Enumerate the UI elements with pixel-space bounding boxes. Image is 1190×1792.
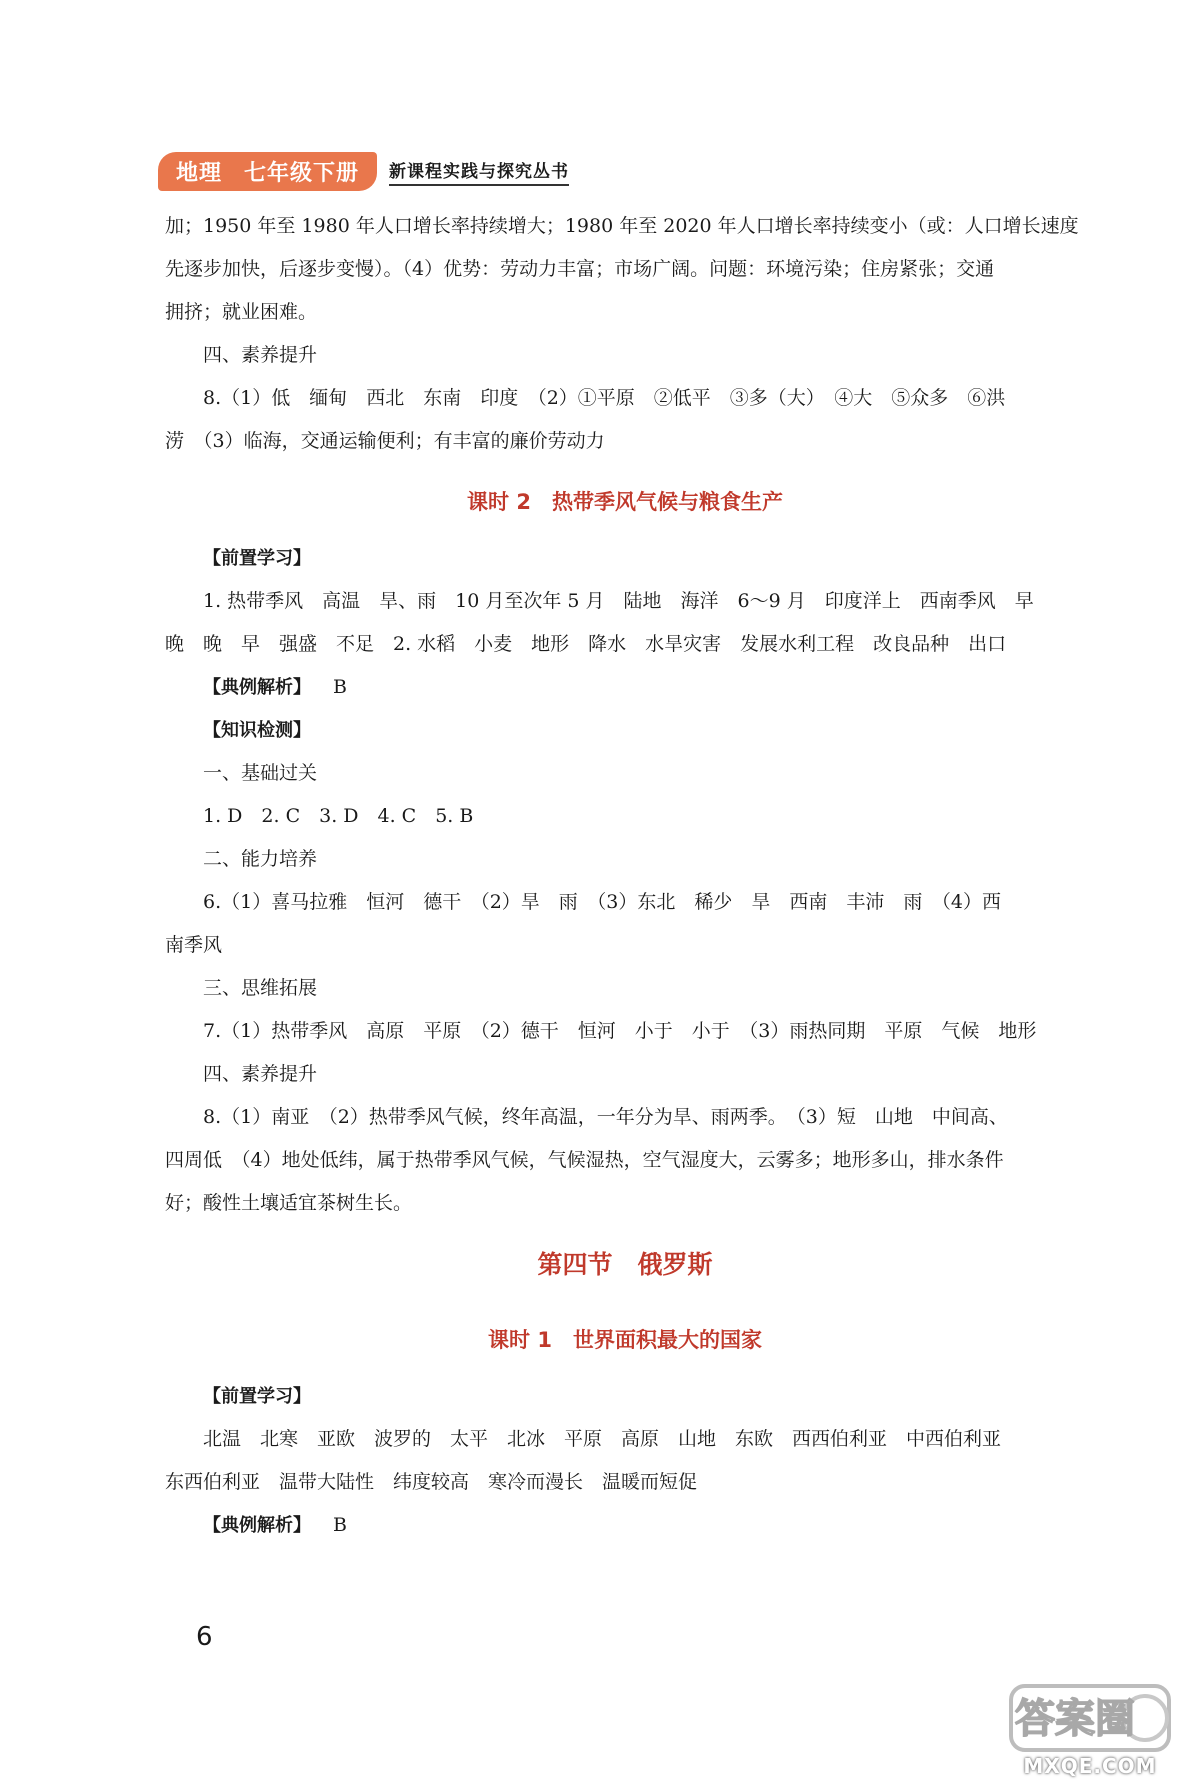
answer-line: 晚 晚 早 强盛 不足 2. 水稻 小麦 地形 降水 水旱灾害 发展水利工程 改良品种 出口 bbox=[165, 633, 1007, 655]
example-row bbox=[165, 1504, 1085, 1547]
grade-label: 七年级下册 bbox=[244, 160, 360, 186]
example-label: 【典例解析】 bbox=[203, 1515, 311, 1536]
section-heading: 四、素养提升 bbox=[203, 1063, 318, 1085]
lesson-title: 课时 1 世界面积最大的国家 bbox=[488, 1328, 762, 1352]
lesson-title: 课时 2 热带季风气候与粮食生产 bbox=[467, 490, 783, 514]
section-heading: 一、基础过关 bbox=[203, 762, 318, 784]
example-row bbox=[165, 666, 1085, 709]
watermark-logo bbox=[1005, 1678, 1175, 1782]
subject-label: 地理 bbox=[176, 160, 223, 186]
pre-study-label: 【前置学习】 bbox=[203, 548, 311, 569]
section-heading: 三、思维拓展 bbox=[203, 977, 318, 999]
answer-line: 加；1950 年至 1980 年人口增长率持续增大；1980 年至 2020 年人口增长率持续变小（或：人口增长速度 bbox=[165, 215, 1079, 237]
answer-line: 好；酸性土壤适宜茶树生长。 bbox=[165, 1192, 413, 1214]
answer-line: 6.（1）喜马拉雅 恒河 德干 （2）旱 雨 （3）东北 稀少 旱 西南 丰沛 雨 （4）西 bbox=[203, 891, 1001, 913]
watermark-domain: MXQE.COM bbox=[1023, 1754, 1157, 1778]
answer-line: 先逐步加快，后逐步变慢）。（4）优势：劳动力丰富；市场广阔。问题：环境污染；住房紧张；交通 bbox=[165, 258, 995, 280]
answer-line: 8.（1）低 缅甸 西北 东南 印度 （2）①平原 ②低平 ③多（大） ④大 ⑤众多 ⑥洪 bbox=[203, 387, 1006, 409]
answer-line: 1. D 2. C 3. D 4. C 5. B bbox=[203, 805, 474, 827]
answer-content bbox=[165, 205, 1085, 1547]
answer-line: 7.（1）热带季风 高原 平原 （2）德干 恒河 小于 小于 （3）雨热同期 平原 气候 地形 bbox=[203, 1020, 1037, 1042]
answer-line: 四周低 （4）地处低纬，属于热带季风气候，气候湿热，空气湿度大，云雾多；地形多山，排水条件 bbox=[165, 1149, 1004, 1171]
example-label: 【典例解析】 bbox=[203, 677, 311, 698]
answer-line: 拥挤；就业困难。 bbox=[165, 301, 318, 323]
section-heading: 四、素养提升 bbox=[203, 344, 318, 366]
answer-line: 东西伯利亚 温带大陆性 纬度较高 寒冷而漫长 温暖而短促 bbox=[165, 1471, 698, 1493]
pre-study-label: 【前置学习】 bbox=[203, 1386, 311, 1407]
series-title: 新课程实践与探究丛书 bbox=[389, 157, 569, 186]
section-heading: 二、能力培养 bbox=[203, 848, 318, 870]
answer-line: 涝 （3）临海，交通运输便利；有丰富的廉价劳动力 bbox=[165, 430, 605, 452]
watermark-logo-icon bbox=[1005, 1678, 1175, 1758]
answer-line: 8.（1）南亚 （2）热带季风气候，终年高温，一年分为旱、雨两季。 （3）短 山地 中间高、 bbox=[203, 1106, 1008, 1128]
check-label: 【知识检测】 bbox=[203, 720, 311, 741]
book-header bbox=[158, 150, 569, 192]
subject-grade-badge bbox=[158, 152, 377, 191]
watermark-logo-text: 答案圈 bbox=[1015, 1696, 1135, 1742]
page-number: 6 bbox=[196, 1622, 213, 1652]
answer-line: 北温 北寒 亚欧 波罗的 太平 北冰 平原 高原 山地 东欧 西西伯利亚 中西伯利亚 bbox=[203, 1428, 1002, 1450]
example-answer: B bbox=[333, 1514, 347, 1536]
answer-line: 南季风 bbox=[165, 934, 223, 956]
example-answer: B bbox=[333, 676, 347, 698]
answer-line: 1. 热带季风 高温 旱、雨 10 月至次年 5 月 陆地 海洋 6～9 月 印度洋上 西南季风 早 bbox=[203, 590, 1034, 612]
section-title: 第四节 俄罗斯 bbox=[537, 1250, 713, 1279]
